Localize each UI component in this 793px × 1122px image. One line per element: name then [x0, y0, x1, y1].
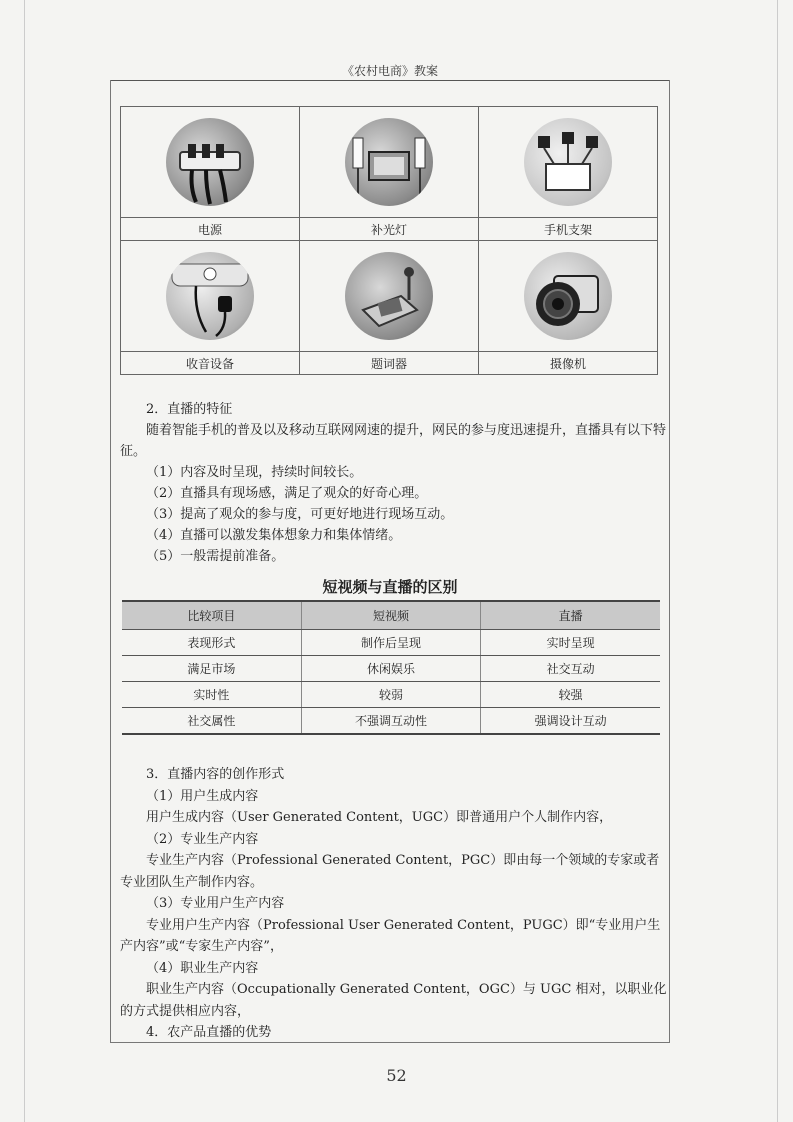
- table-cell: 休闲娱乐: [301, 656, 480, 682]
- subsection-title: （1）用户生成内容: [146, 788, 259, 804]
- list-item: （5）一般需提前准备。: [146, 549, 285, 564]
- table-cell: 满足市场: [122, 656, 301, 682]
- table-cell: 社交属性: [122, 708, 301, 735]
- column-header: 短视频: [301, 601, 480, 630]
- teleprompter-icon: [345, 252, 433, 340]
- equipment-label: 摄像机: [479, 352, 658, 375]
- table-row: [122, 656, 660, 682]
- equipment-label: 电源: [121, 218, 300, 241]
- paragraph: 用户生成内容（User Generated Content，UGC）即普通用户个人制作内容，: [146, 810, 613, 825]
- equipment-label: 补光灯: [300, 218, 479, 241]
- table-cell: 强调设计互动: [481, 708, 660, 735]
- table-row: [122, 708, 660, 735]
- comparison-table: [122, 600, 660, 735]
- fill-light-icon: [345, 118, 433, 206]
- equipment-image-cell: [479, 241, 658, 352]
- table-cell: 实时性: [122, 682, 301, 708]
- list-item: （4）直播可以激发集体想象力和集体情绪。: [146, 528, 402, 543]
- equipment-label: 手机支架: [479, 218, 658, 241]
- list-item: （3）提高了观众的参与度，可更好地进行现场互动。: [146, 507, 454, 522]
- phone-stand-icon: [524, 118, 612, 206]
- table-cell: 较弱: [301, 682, 480, 708]
- column-header: 比较项目: [122, 601, 301, 630]
- section-heading: 2．直播的特征: [146, 402, 233, 417]
- power-strip-icon: [166, 118, 254, 206]
- paragraph: 专业生产内容（Professional Generated Content，PGC）即由每一个领域的专家或者专业团队生产制作内容。: [120, 853, 660, 890]
- page-header: 《农村电商》教案: [341, 64, 438, 78]
- column-header: 直播: [481, 601, 660, 630]
- table-cell: 较强: [481, 682, 660, 708]
- paragraph: 随着智能手机的普及以及移动互联网网速的提升，网民的参与度迅速提升，直播具有以下特征。: [120, 423, 667, 459]
- subsection-title: （2）专业生产内容: [146, 831, 259, 847]
- paragraph: 职业生产内容（Occupationally Generated Content，OGC）与 UGC 相对，以职业化的方式提供相应内容，: [120, 982, 667, 1019]
- equipment-label: 题词器: [300, 352, 479, 375]
- table-row: [122, 630, 660, 656]
- list-item: （2）直播具有现场感，满足了观众的好奇心理。: [146, 486, 428, 501]
- table-cell: 制作后呈现: [301, 630, 480, 656]
- subsection-title: （3）专业用户生产内容: [146, 896, 285, 911]
- table-header-row: [122, 601, 660, 630]
- table-cell: 不强调互动性: [301, 708, 480, 735]
- page-number: 52: [386, 1066, 407, 1085]
- equipment-image-cell: [300, 241, 479, 352]
- list-item: （1）内容及时呈现，持续时间较长。: [146, 465, 363, 480]
- table-row: [122, 682, 660, 708]
- paragraph: 专业用户生产内容（Professional User Generated Content，PUGC）即“专业用户生产内容”或“专家生产内容”，: [120, 917, 661, 954]
- section-2: [120, 399, 668, 567]
- equipment-label: 收音设备: [121, 352, 300, 375]
- section-3: [120, 764, 668, 1044]
- camera-icon: [524, 252, 612, 340]
- section-heading: 3．直播内容的创作形式: [146, 767, 285, 782]
- equipment-image-cell: [300, 107, 479, 218]
- equipment-image-cell: [479, 107, 658, 218]
- equipment-table: [120, 106, 658, 375]
- table-cell: 社交互动: [481, 656, 660, 682]
- equipment-image-cell: [121, 107, 300, 218]
- table-cell: 实时呈现: [481, 630, 660, 656]
- scan-edge-left: [24, 0, 25, 1122]
- scan-edge-right: [777, 0, 778, 1122]
- comparison-title: 短视频与直播的区别: [322, 578, 458, 596]
- equipment-image-cell: [121, 241, 300, 352]
- section-heading: 4．农产品直播的优势: [146, 1025, 272, 1040]
- table-cell: 表现形式: [122, 630, 301, 656]
- subsection-title: （4）职业生产内容: [146, 960, 259, 976]
- microphone-icon: [166, 252, 254, 340]
